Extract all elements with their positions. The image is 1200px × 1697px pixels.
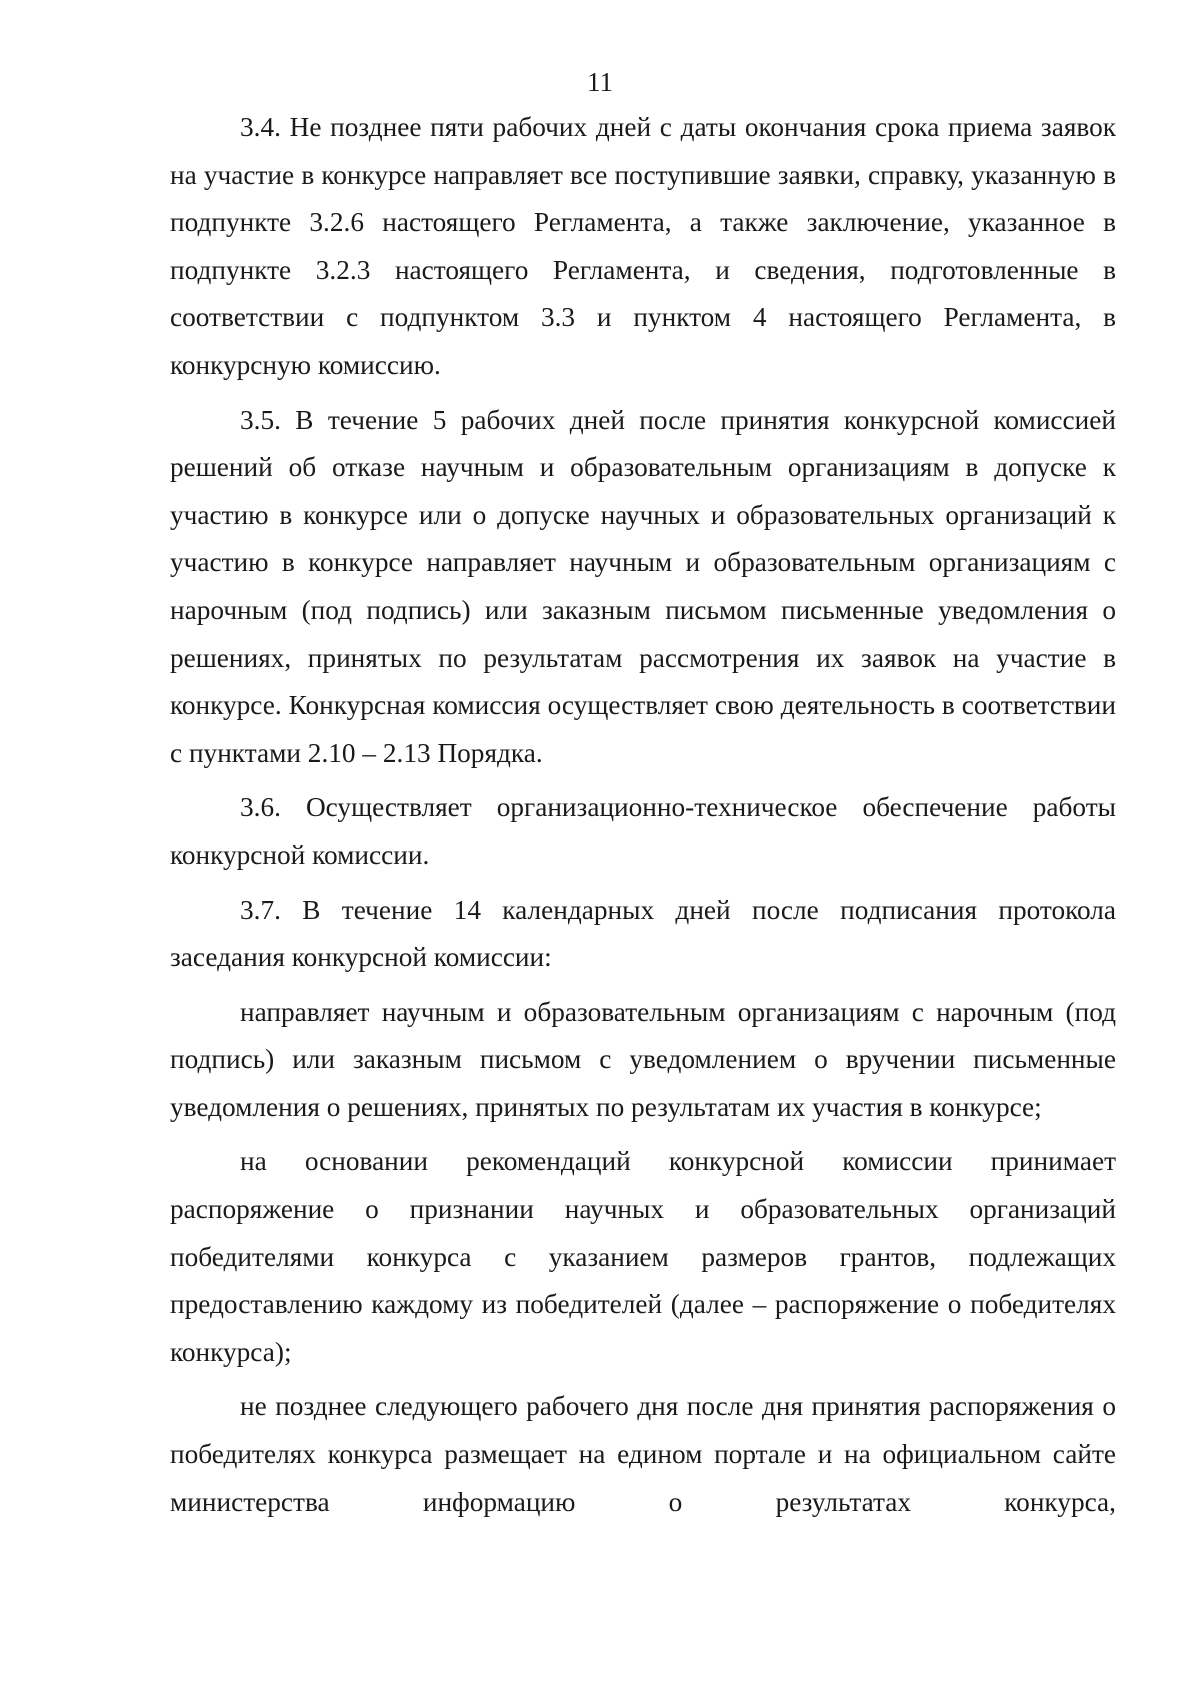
paragraph-3-7-order: на основании рекомендаций конкурсной комиссии принимает распоряжение о признании научных и образовательных организаций победителями конкурса с указанием размеров грантов, подлежащих предоставлению каждому из победителей (далее – распоряжение о победителях конкурса); (170, 1146, 1116, 1367)
paragraph-3-5: 3.5. В течение 5 рабочих дней после принятия конкурсной комиссией решений об отказе научным и образовательным организациям в допуске к участию в конкурсе или о допуске научных и образовательных организаций к участию в конкурсе направляет научным и образовательным организациям с нарочным (под подпись) или заказным письмом письменные уведомления о решениях, принятых по результатам рассмотрения их заявок на участие в конкурсе. Конкурсная комиссия осуществляет свою деятельность в соответствии с пунктами 2.10 – 2.13 Порядка. (170, 404, 1116, 768)
paragraph-3-7: 3.7. В течение 14 календарных дней после подписания протокола заседания конкурсной комиссии: (170, 894, 1116, 973)
document-body (170, 104, 1116, 1533)
paragraph-3-4: 3.4. Не позднее пяти рабочих дней с даты окончания срока приема заявок на участие в конкурсе направляет все поступившие заявки, справку, указанную в подпункте 3.2.6 настоящего Регламента, а также заключение, указанное в подпункте 3.2.3 настоящего Регламента, и сведения, подготовленные в соответствии с подпунктом 3.3 и пунктом 4 настоящего Регламента, в конкурсную комиссию. (170, 112, 1116, 380)
paragraph-3-6: 3.6. Осуществляет организационно-техническое обеспечение работы конкурсной комиссии. (170, 792, 1116, 870)
paragraph-3-7-publish: не позднее следующего рабочего дня после дня принятия распоряжения о победителях конкурса размещает на едином портале и на официальном сайте министерства информацию о результатах конкурса, (170, 1391, 1116, 1517)
page-number: 11 (587, 67, 613, 97)
paragraph-3-7-notify: направляет научным и образовательным организациям с нарочным (под подпись) или заказным письмом с уведомлением о вручении письменные уведомления о решениях, принятых по результатам их участия в конкурсе; (170, 996, 1116, 1122)
